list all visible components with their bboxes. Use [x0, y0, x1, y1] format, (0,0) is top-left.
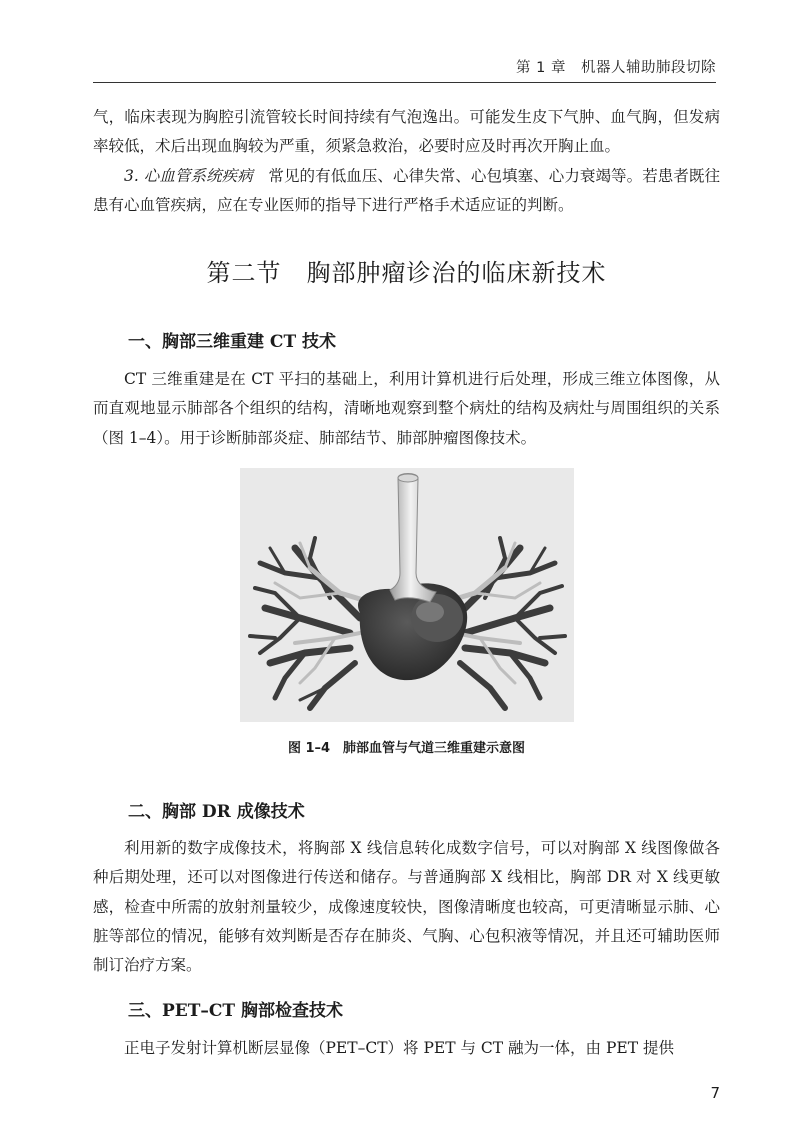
page-number: 7	[710, 1084, 720, 1102]
list-item-3-text: 常见的有低血压、心律失常、心包填塞、心力衰竭等。若患者既往患有心血管疾病，应在专业医师的指导下进行严格手术适应证的判断。	[93, 166, 720, 214]
subsection-title-1: 一、胸部三维重建 CT 技术	[128, 332, 337, 352]
aortic-highlight	[416, 602, 444, 622]
left-lung-vessels	[250, 538, 360, 708]
right-lung-vessels	[455, 538, 565, 708]
subsection-body-3	[93, 1034, 720, 1063]
lung-3d-reconstruction-figure	[240, 468, 574, 722]
section-title: 第二节 胸部肿瘤诊治的临床新技术	[206, 259, 607, 287]
list-item-3	[93, 162, 720, 221]
running-header: 第 1 章 机器人辅助肺段切除	[516, 60, 716, 76]
paragraph-text: 利用新的数字成像技术，将胸部 X 线信息转化成数字信号，可以对胸部 X 线图像做各种后期处理，还可以对图像进行传送和储存。与普通胸部 X 线相比，胸部 DR 对 X 线更敏感，检查中所需的放射剂量较少，成像速度较快，图像清晰度也较高，可更清晰显示肺、心脏等部位的情况，能够有效判断是否存在肺炎、气胸、心包积液等情况，并且还可辅助医师制订治疗方案。	[93, 839, 720, 975]
paragraph-text: 正电子发射计算机断层显像（PET–CT）将 PET 与 CT 融为一体，由 PET 提供	[124, 1039, 674, 1057]
list-item-3-label: 3. 心血管系统疾病	[124, 166, 253, 185]
figure-caption: 图 1–4 肺部血管与气道三维重建示意图	[287, 741, 526, 756]
subsection-title-2: 二、胸部 DR 成像技术	[128, 802, 305, 822]
subsection-body-2	[93, 834, 720, 980]
trachea	[390, 474, 436, 603]
paragraph-continued	[93, 103, 720, 220]
paragraph-text: CT 三维重建是在 CT 平扫的基础上，利用计算机进行后处理，形成三维立体图像，从而直观地显示肺部各个组织的结构，清晰地观察到整个病灶的结构及病灶与周围组织的关系（图 1–4）。用于诊断肺部炎症、肺部结节、肺部肿瘤图像技术。	[93, 370, 720, 447]
paragraph-text: 气，临床表现为胸腔引流管较长时间持续有气泡逸出。可能发生皮下气肿、血气胸，但发病率较低，术后出现血胸较为严重，须紧急救治，必要时应及时再次开胸止血。	[93, 108, 720, 156]
trachea-opening	[398, 474, 418, 482]
subsection-body-1	[93, 365, 720, 453]
lung-vessel-airway-illustration	[240, 468, 574, 722]
header-rule	[93, 82, 716, 83]
subsection-title-3: 三、PET–CT 胸部检查技术	[128, 1001, 343, 1021]
